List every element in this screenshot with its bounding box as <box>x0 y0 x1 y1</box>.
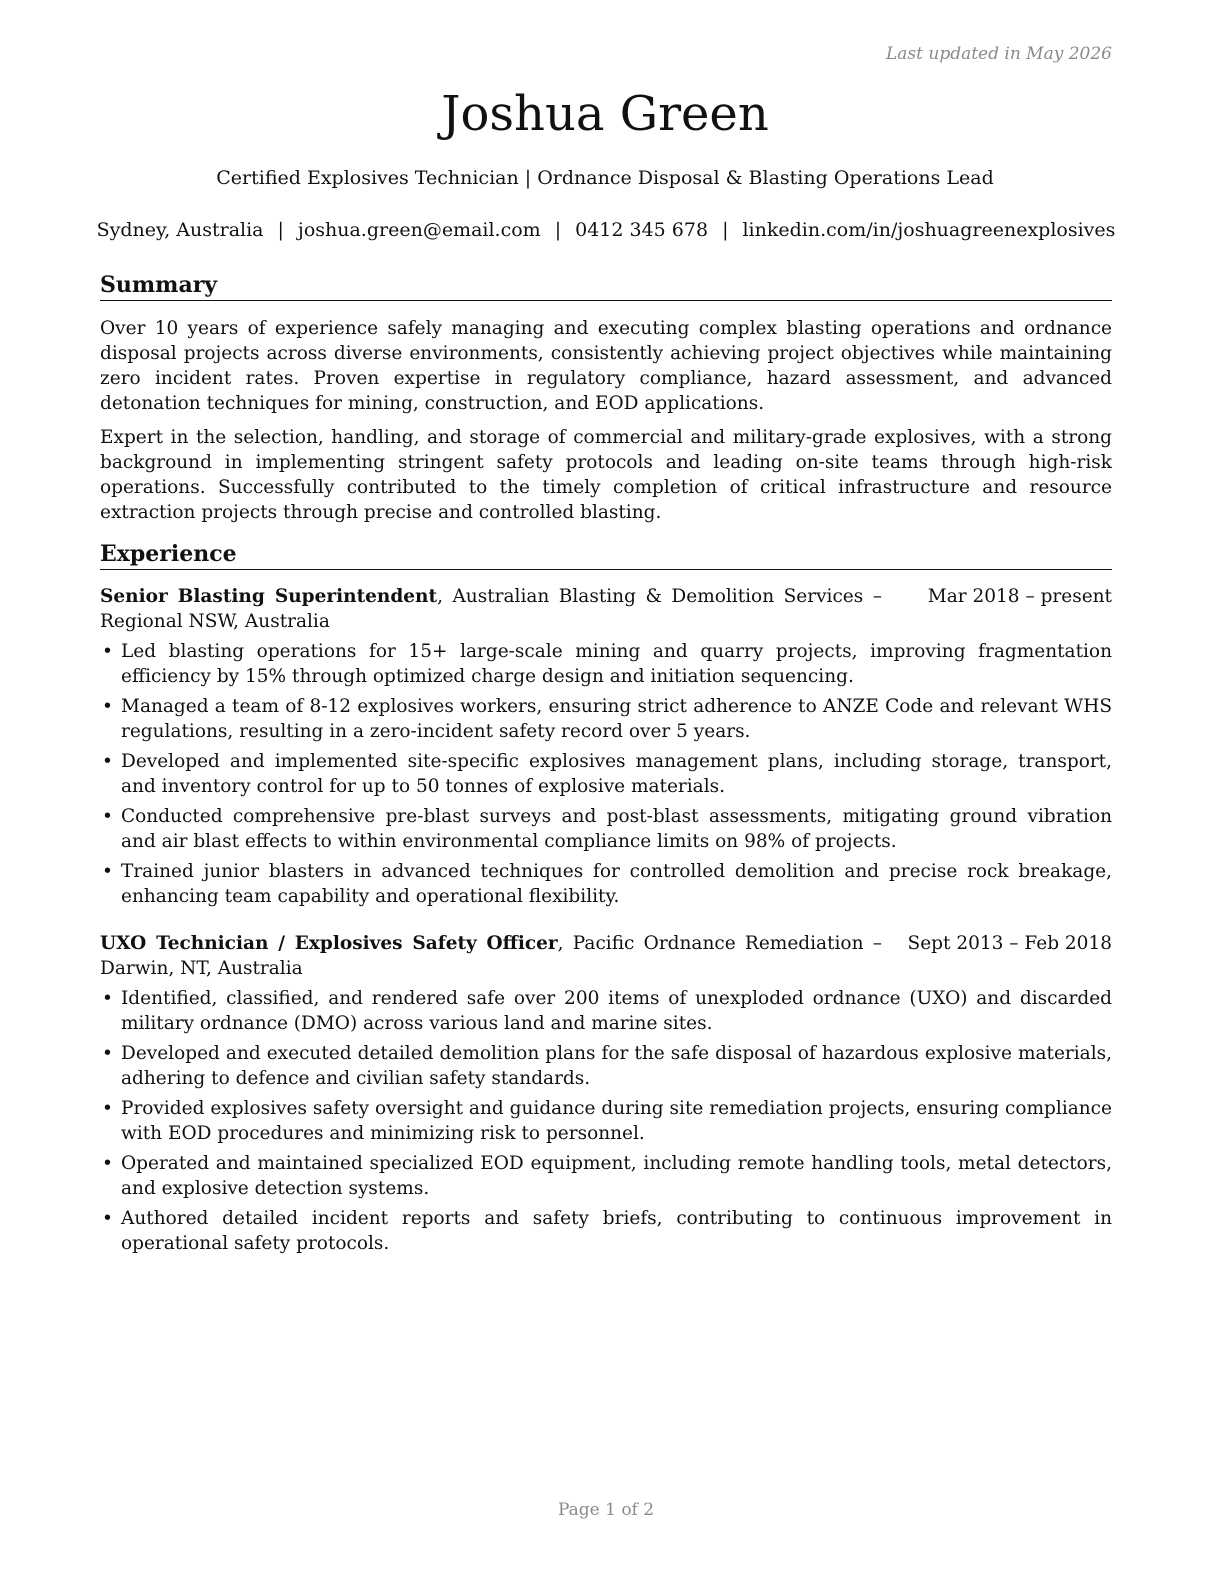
bullet-icon: • <box>102 1208 113 1229</box>
job-header <box>100 584 1112 634</box>
job-header <box>100 931 1112 981</box>
candidate-name: Joshua Green <box>441 86 769 142</box>
job-dates: Mar 2018 – present <box>927 586 1112 607</box>
contact-separator: | <box>722 219 729 241</box>
experience-heading: Experience <box>100 541 1112 570</box>
bullet-icon: • <box>102 696 113 717</box>
summary-paragraph: Over 10 years of experience safely managing and executing complex blasting operations and ordnance disposal projects across diverse environments, consistently achieving project objectives while maintaining zero incident rates. Proven expertise in regulatory compliance, hazard assessment, and advanced detonation techniques for mining, construction, and EOD applications. <box>100 318 1112 414</box>
bullet-icon: • <box>102 988 113 1009</box>
bullet-text: Identified, classified, and rendered safe over 200 items of unexploded ordnance (UXO) and discarded military ordnance (DMO) across various land and marine sites. <box>121 988 1112 1034</box>
job-role: Senior Blasting Superintendent <box>100 586 438 607</box>
job-dates: Sept 2013 – Feb 2018 <box>907 933 1112 954</box>
job-bullets <box>100 986 1112 1256</box>
summary-heading: Summary <box>100 272 1112 301</box>
contact-line <box>0 219 1212 241</box>
bullet-icon: • <box>102 1098 113 1119</box>
bullet-icon: • <box>102 751 113 772</box>
bullet-text: Managed a team of 8-12 explosives workers, ensuring strict adherence to ANZE Code and relevant WHS regulations, resulting in a zero-incident safety record over 5 years. <box>121 696 1112 742</box>
bullet-text: Operated and maintained specialized EOD equipment, including remote handling tools, metal detectors, and explosive detection systems. <box>121 1153 1112 1199</box>
headline: Certified Explosives Technician | Ordnance Disposal & Blasting Operations Lead <box>216 167 994 189</box>
list-item <box>100 1096 1112 1146</box>
bullet-text: Developed and implemented site-specific explosives management plans, including storage, transport, and inventory control for up to 50 tonnes of explosive materials. <box>121 751 1112 797</box>
bullet-text: Developed and executed detailed demolition plans for the safe disposal of hazardous explosive materials, adhering to defence and civilian safety standards. <box>121 1043 1112 1089</box>
bullet-text: Authored detailed incident reports and safety briefs, contributing to continuous improvement in operational safety protocols. <box>121 1208 1112 1254</box>
bullet-text: Led blasting operations for 15+ large-scale mining and quarry projects, improving fragmentation efficiency by 15% through optimized charge design and initiation sequencing. <box>121 641 1112 687</box>
bullet-text: Trained junior blasters in advanced techniques for controlled demolition and precise rock breakage, enhancing team capability and operational flexibility. <box>121 861 1112 907</box>
bullet-icon: • <box>102 641 113 662</box>
bullet-text: Provided explosives safety oversight and guidance during site remediation projects, ensuring compliance with EOD procedures and minimizing risk to personnel. <box>121 1098 1112 1144</box>
page-number: Page 1 of 2 <box>557 1500 655 1520</box>
list-item <box>100 1151 1112 1201</box>
list-item <box>100 749 1112 799</box>
bullet-icon: • <box>102 1043 113 1064</box>
contact-email[interactable]: joshua.green@email.com <box>297 219 541 241</box>
summary-paragraph: Expert in the selection, handling, and storage of commercial and military-grade explosives, with a strong background in implementing stringent safety protocols and leading on-site teams through high-risk operations. Successfully contributed to the timely completion of critical infrastructure and resource extraction projects through precise and controlled blasting. <box>100 427 1112 523</box>
bullet-text: Conducted comprehensive pre-blast surveys and post-blast assessments, mitigating ground vibration and air blast effects to within environmental compliance limits on 98% of projects. <box>121 806 1112 852</box>
bullet-icon: • <box>102 861 113 882</box>
bullet-icon: • <box>102 806 113 827</box>
last-updated-note: Last updated in May 2026 <box>885 44 1112 64</box>
job-bullets <box>100 639 1112 909</box>
job-company: , Pacific Ordnance Remediation – Darwin, NT, Australia <box>100 933 882 979</box>
contact-separator: | <box>277 219 284 241</box>
job-entry <box>100 584 1112 909</box>
list-item <box>100 859 1112 909</box>
contact-phone: 0412 345 678 <box>575 219 709 241</box>
list-item <box>100 1041 1112 1091</box>
list-item <box>100 804 1112 854</box>
contact-location: Sydney, Australia <box>96 219 264 241</box>
list-item <box>100 1206 1112 1256</box>
list-item <box>100 986 1112 1036</box>
job-role: UXO Technician / Explosives Safety Officer <box>100 933 558 954</box>
bullet-icon: • <box>102 1153 113 1174</box>
contact-separator: | <box>554 219 562 241</box>
list-item <box>100 694 1112 744</box>
job-company: , Australian Blasting & Demolition Services – Regional NSW, Australia <box>100 586 883 632</box>
job-entry <box>100 931 1112 1256</box>
list-item <box>100 639 1112 689</box>
contact-linkedin[interactable]: linkedin.com/in/joshuagreenexplosives <box>742 219 1116 241</box>
resume-body <box>100 272 1112 1261</box>
